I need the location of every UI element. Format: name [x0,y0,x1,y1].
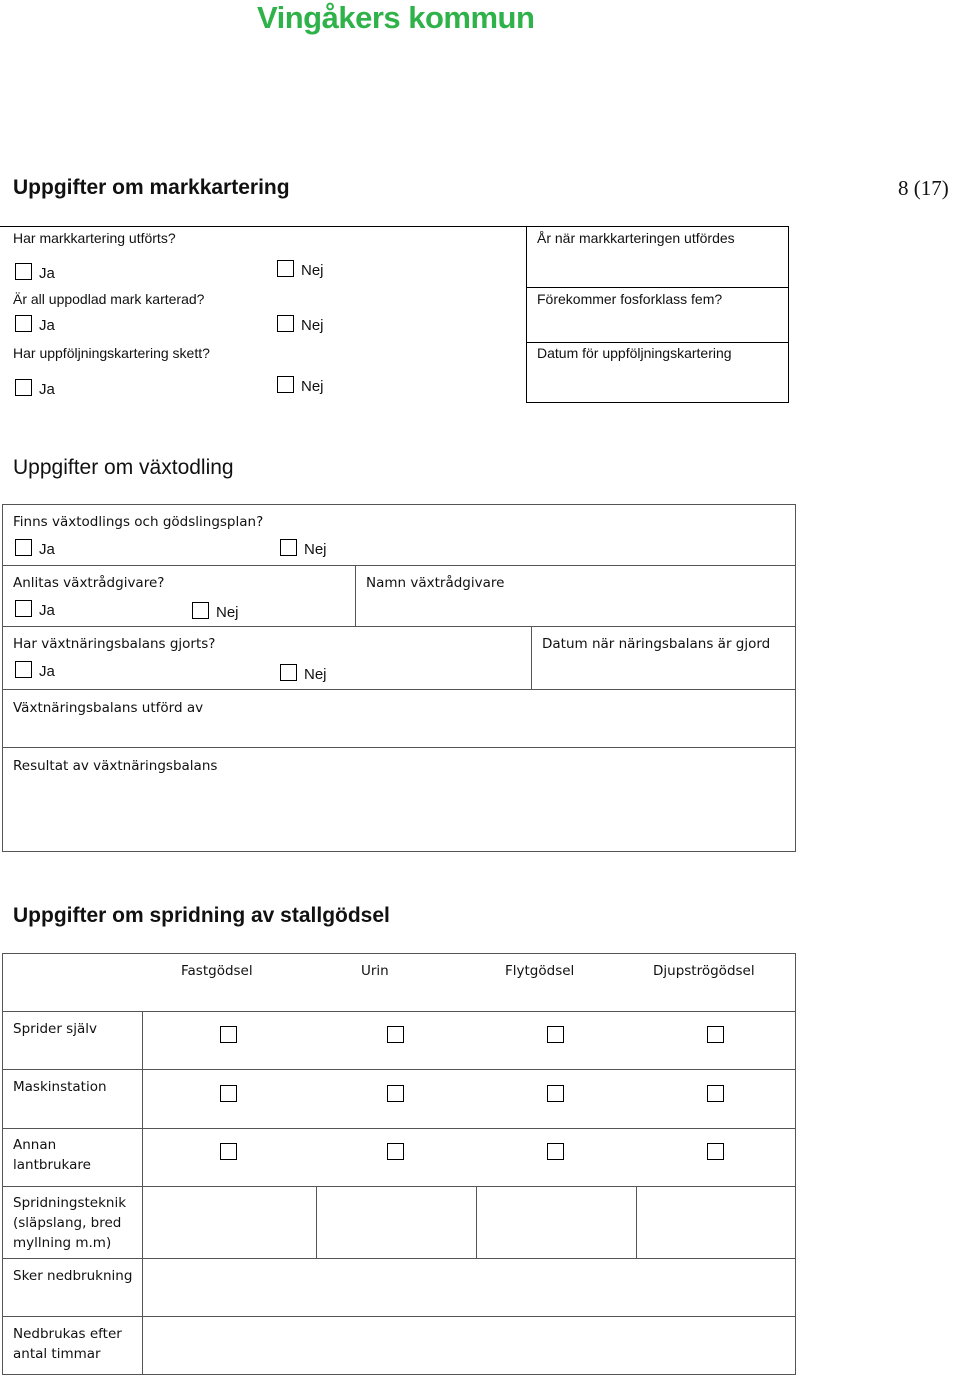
field-resultat-balans[interactable]: Resultat av växtnäringsbalans [13,758,218,774]
field-fosforklass-fem[interactable]: Förekommer fosforklass fem? [537,291,723,307]
question-uppfoljningskartering: Har uppföljningskartering skett? [13,345,210,361]
option-label-nej: Nej [301,317,324,334]
row-label-annan-lantbrukare: Annan lantbrukare [13,1137,91,1173]
checkbox-balans-nej[interactable] [280,664,297,681]
row-label-sprider-sjalv: Sprider själv [13,1021,97,1037]
field-ar-markkartering[interactable]: År när markkarteringen utfördes [537,230,735,246]
row-label-sker-nedbrukning: Sker nedbrukning [13,1268,133,1284]
section-title-vaxtodling: Uppgifter om växtodling [13,456,234,479]
option-label-nej: Nej [301,378,324,395]
checkbox-sprider-sjalv-fastgodsel[interactable] [220,1026,237,1043]
option-label-nej: Nej [304,666,327,683]
field-balans-utford-av[interactable]: Växtnäringsbalans utförd av [13,700,204,716]
question-markkartering-utford: Har markkartering utförts? [13,230,176,246]
row-label-spridningsteknik: Spridningsteknik (släpslang, bred myllning m.m) [13,1195,127,1251]
markkartering-right-box [526,226,789,403]
option-label-ja: Ja [39,602,55,619]
question-vaxtodlingsplan: Finns växtodlings och gödslingsplan? [13,514,264,530]
checkbox-q1-ja[interactable] [15,263,32,280]
field-datum-naringsbalans[interactable]: Datum när näringsbalans är gjord [542,636,771,652]
checkbox-maskinstation-flytgodsel[interactable] [547,1085,564,1102]
checkbox-sprider-sjalv-urin[interactable] [387,1026,404,1043]
column-header-flytgodsel: Flytgödsel [505,963,575,979]
checkbox-q3-nej[interactable] [277,376,294,393]
checkbox-balans-ja[interactable] [15,661,32,678]
page-number: 8 (17) [898,176,949,200]
field-datum-uppfoljningskartering[interactable]: Datum för uppföljningskartering [537,345,732,361]
checkbox-annan-lantbrukare-fastgodsel[interactable] [220,1143,237,1160]
question-vaxtnaringsbalans: Har växtnäringsbalans gjorts? [13,636,216,652]
row-label-nedbrukas-efter: Nedbrukas efter antal timmar [13,1326,122,1362]
option-label-ja: Ja [39,381,55,398]
municipality-logo: Vingåkers kommun [257,0,535,35]
column-header-djupstrogodsel: Djupströgödsel [653,963,755,979]
row-label-maskinstation: Maskinstation [13,1079,107,1095]
checkbox-annan-lantbrukare-urin[interactable] [387,1143,404,1160]
checkbox-maskinstation-djupstrogodsel[interactable] [707,1085,724,1102]
checkbox-q2-ja[interactable] [15,315,32,332]
column-header-urin: Urin [361,963,389,979]
section-title-markkartering: Uppgifter om markkartering [13,176,290,199]
checkbox-sprider-sjalv-flytgodsel[interactable] [547,1026,564,1043]
option-label-nej: Nej [301,262,324,279]
vaxtodling-box [2,504,796,852]
checkbox-maskinstation-urin[interactable] [387,1085,404,1102]
checkbox-plan-nej[interactable] [280,539,297,556]
checkbox-annan-lantbrukare-djupstrogodsel[interactable] [707,1143,724,1160]
checkbox-maskinstation-fastgodsel[interactable] [220,1085,237,1102]
checkbox-q2-nej[interactable] [277,315,294,332]
checkbox-annan-lantbrukare-flytgodsel[interactable] [547,1143,564,1160]
checkbox-sprider-sjalv-djupstrogodsel[interactable] [707,1026,724,1043]
option-label-ja: Ja [39,265,55,282]
option-label-ja: Ja [39,663,55,680]
checkbox-plan-ja[interactable] [15,539,32,556]
checkbox-radgivare-ja[interactable] [15,600,32,617]
question-vaxtradgivare: Anlitas växtrådgivare? [13,575,165,591]
option-label-ja: Ja [39,317,55,334]
checkbox-q1-nej[interactable] [277,260,294,277]
question-all-mark-karterad: Är all uppodlad mark karterad? [13,291,205,307]
checkbox-radgivare-nej[interactable] [192,602,209,619]
checkbox-q3-ja[interactable] [15,379,32,396]
field-namn-vaxtradgivare[interactable]: Namn växtrådgivare [366,575,505,591]
option-label-nej: Nej [216,604,239,621]
column-header-fastgodsel: Fastgödsel [181,963,253,979]
option-label-ja: Ja [39,541,55,558]
section-title-spridning: Uppgifter om spridning av stallgödsel [13,904,390,927]
option-label-nej: Nej [304,541,327,558]
